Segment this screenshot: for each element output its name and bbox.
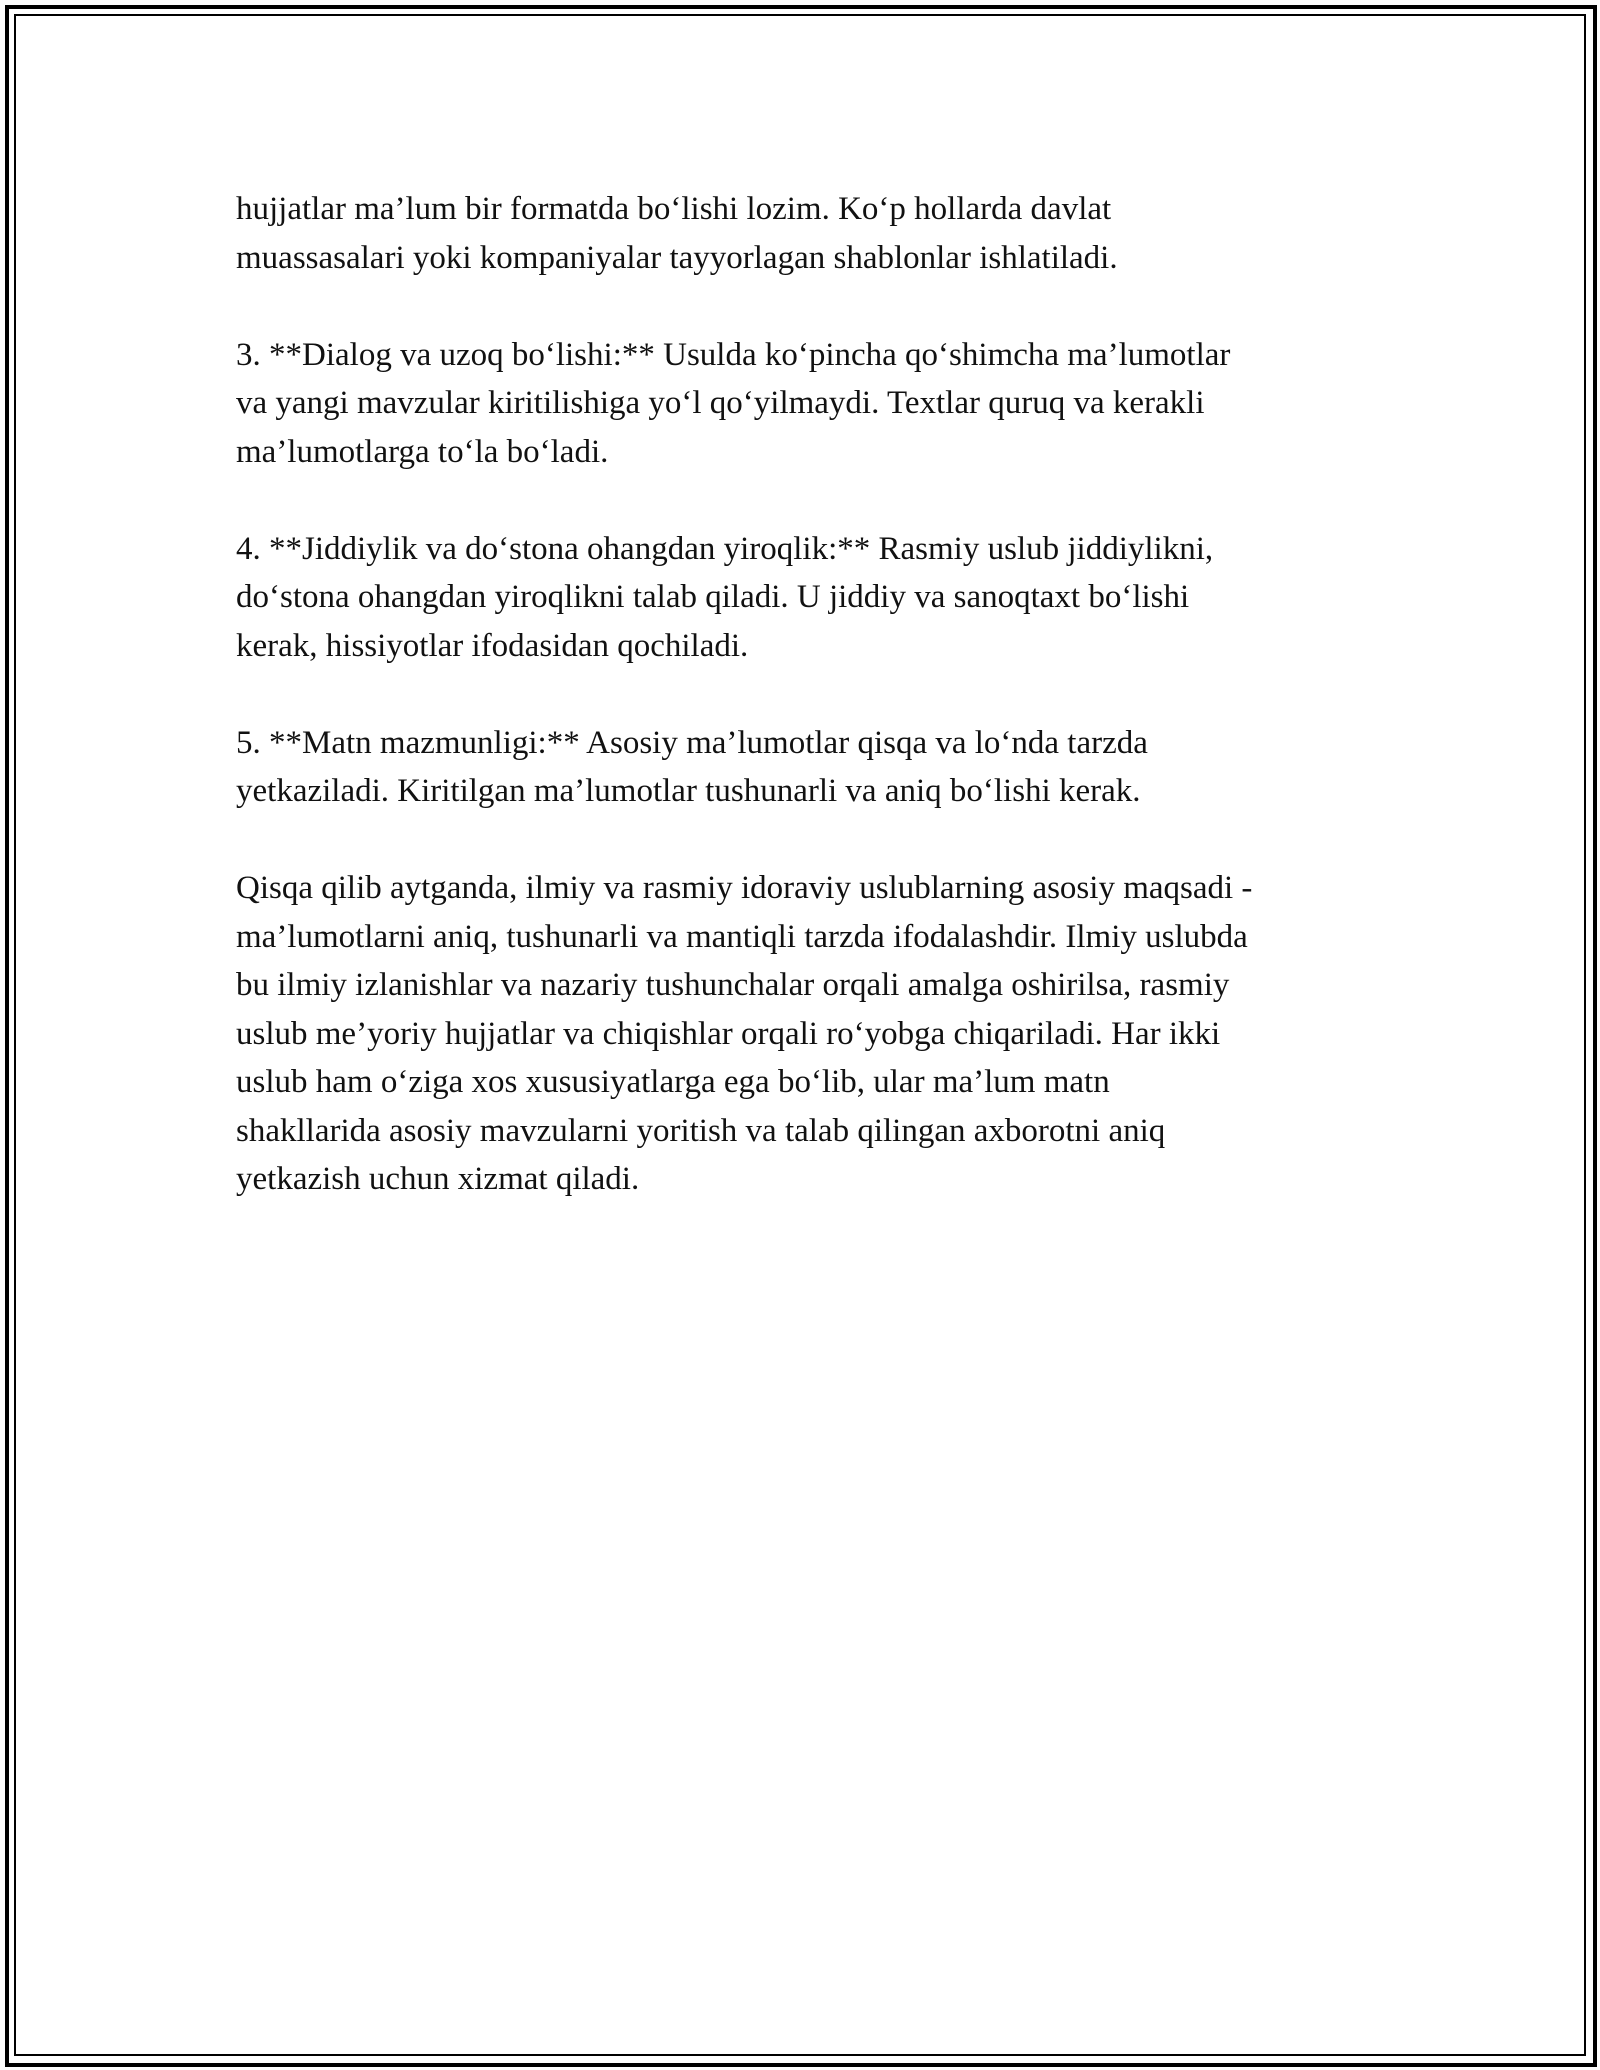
- paragraph-conclusion: [236, 864, 1396, 1204]
- text-line: 4. **Jiddiylik va do‘stona ohangdan yiroqlik:** Rasmiy uslub jiddiylikni,: [236, 530, 1214, 567]
- text-line: yetkaziladi. Kiritilgan ma’lumotlar tushunarli va aniq bo‘lishi kerak.: [236, 773, 1141, 809]
- text-line: do‘stona ohangdan yiroqlikni talab qiladi. U jiddiy va sanoqtaxt bo‘lishi: [236, 579, 1190, 615]
- text-line: ma’lumotlarga to‘la bo‘ladi.: [236, 433, 609, 470]
- text-line: yetkazish uchun xizmat qiladi.: [236, 1161, 640, 1197]
- text-line: hujjatlar ma’lum bir formatda bo‘lishi lozim. Ko‘p hollarda davlat: [236, 191, 1112, 227]
- text-line: 3. **Dialog va uzoq bo‘lishi:** Usulda ko‘pincha qo‘shimcha ma’lumotlar: [236, 336, 1231, 373]
- paragraph-item-5: [236, 719, 1396, 816]
- text-line: Qisqa qilib aytganda, ilmiy va rasmiy idoraviy uslublarning asosiy maqsadi -: [236, 870, 1253, 906]
- text-line: 5. **Matn mazmunligi:** Asosiy ma’lumotlar qisqa va lo‘nda tarzda: [236, 724, 1148, 761]
- text-line: uslub me’yoriy hujjatlar va chiqishlar orqali ro‘yobga chiqariladi. Har ikki: [236, 1015, 1221, 1052]
- text-line: ma’lumotlarni aniq, tushunarli va mantiqli tarzda ifodalashdir. Ilmiy uslubda: [236, 918, 1248, 955]
- document-body: [236, 185, 1396, 1204]
- text-line: shakllarida asosiy mavzularni yoritish va talab qilingan axborotni aniq: [236, 1112, 1166, 1149]
- paragraph-continuation: [236, 185, 1396, 282]
- text-line: kerak, hissiyotlar ifodasidan qochiladi.: [236, 627, 749, 664]
- text-line: uslub ham o‘ziga xos xususiyatlarga ega bo‘lib, ular ma’lum matn: [236, 1064, 1110, 1100]
- paragraph-item-3: [236, 331, 1396, 477]
- text-line: va yangi mavzular kiritilishiga yo‘l qo‘yilmaydi. Textlar quruq va kerakli: [236, 385, 1205, 421]
- paragraph-item-4: [236, 525, 1396, 671]
- text-line: bu ilmiy izlanishlar va nazariy tushunchalar orqali amalga oshirilsa, rasmiy: [236, 967, 1230, 1003]
- text-line: muassasalari yoki kompaniyalar tayyorlagan shablonlar ishlatiladi.: [236, 239, 1118, 276]
